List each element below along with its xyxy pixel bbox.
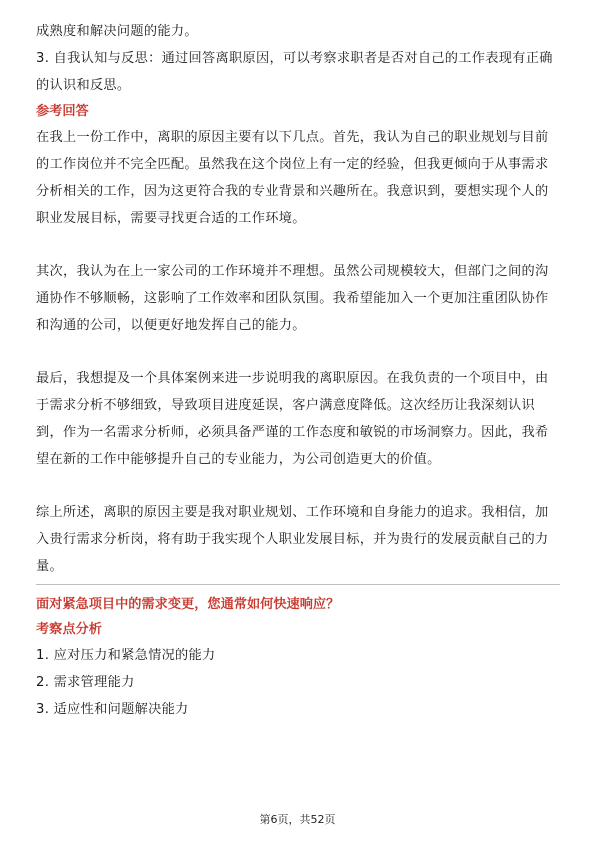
question-title: 面对紧急项目中的需求变更，您通常如何快速响应？ [36, 597, 340, 612]
paragraph-gap [36, 339, 560, 365]
analysis-item-2: 2. 需求管理能力 [36, 675, 135, 690]
point-3: 3. 自我认知与反思：通过回答离职原因，可以考察求职者是否对自己的工作表现有正确的认识和反思。 [36, 51, 553, 93]
answer-paragraph-3: 最后，我想提及一个具体案例来进一步说明我的离职原因。在我负责的一个项目中，由于需求分析不够细致，导致项目进度延误，客户满意度降低。这次经历让我深刻认识到，作为一名需求分析师，必须具备严谨的工作态度和敏锐的市场洞察力。因此，我希望在新的工作中能够提升自己的专业能力，为公司创造更大的价值。 [36, 371, 549, 467]
analysis-item-3: 3. 适应性和问题解决能力 [36, 702, 189, 717]
answer-paragraph-1: 在我上一份工作中，离职的原因主要有以下几点。首先，我认为自己的职业规划与目前的工作岗位并不完全匹配。虽然我在这个岗位上有一定的经验，但我更倾向于从事需求分析相关的工作，因为这更符合我的专业背景和兴趣所在。我意识到，要想实现个人的职业发展目标，需要寻找更合适的工作环境。 [36, 130, 549, 226]
answer-heading: 参考回答 [36, 104, 89, 119]
answer-paragraph-2: 其次，我认为在上一家公司的工作环境并不理想。虽然公司规模较大，但部门之间的沟通协作不够顺畅，这影响了工作效率和团队氛围。我希望能加入一个更加注重团队协作和沟通的公司，以便更好地发挥自己的能力。 [36, 264, 549, 333]
analysis-heading: 考察点分析 [36, 622, 102, 637]
document-page [36, 18, 560, 723]
section-divider [36, 584, 560, 585]
intro-line: 成熟度和解决问题的能力。 [36, 24, 198, 39]
paragraph-gap [36, 232, 560, 258]
answer-paragraph-4: 综上所述，离职的原因主要是我对职业规划、工作环境和自身能力的追求。我相信，加入贵行需求分析岗，将有助于我实现个人职业发展目标，并为贵行的发展贡献自己的力量。 [36, 505, 549, 574]
analysis-item-1: 1. 应对压力和紧急情况的能力 [36, 648, 216, 663]
paragraph-gap [36, 473, 560, 499]
page-number: 第6页，共52页 [259, 813, 336, 826]
